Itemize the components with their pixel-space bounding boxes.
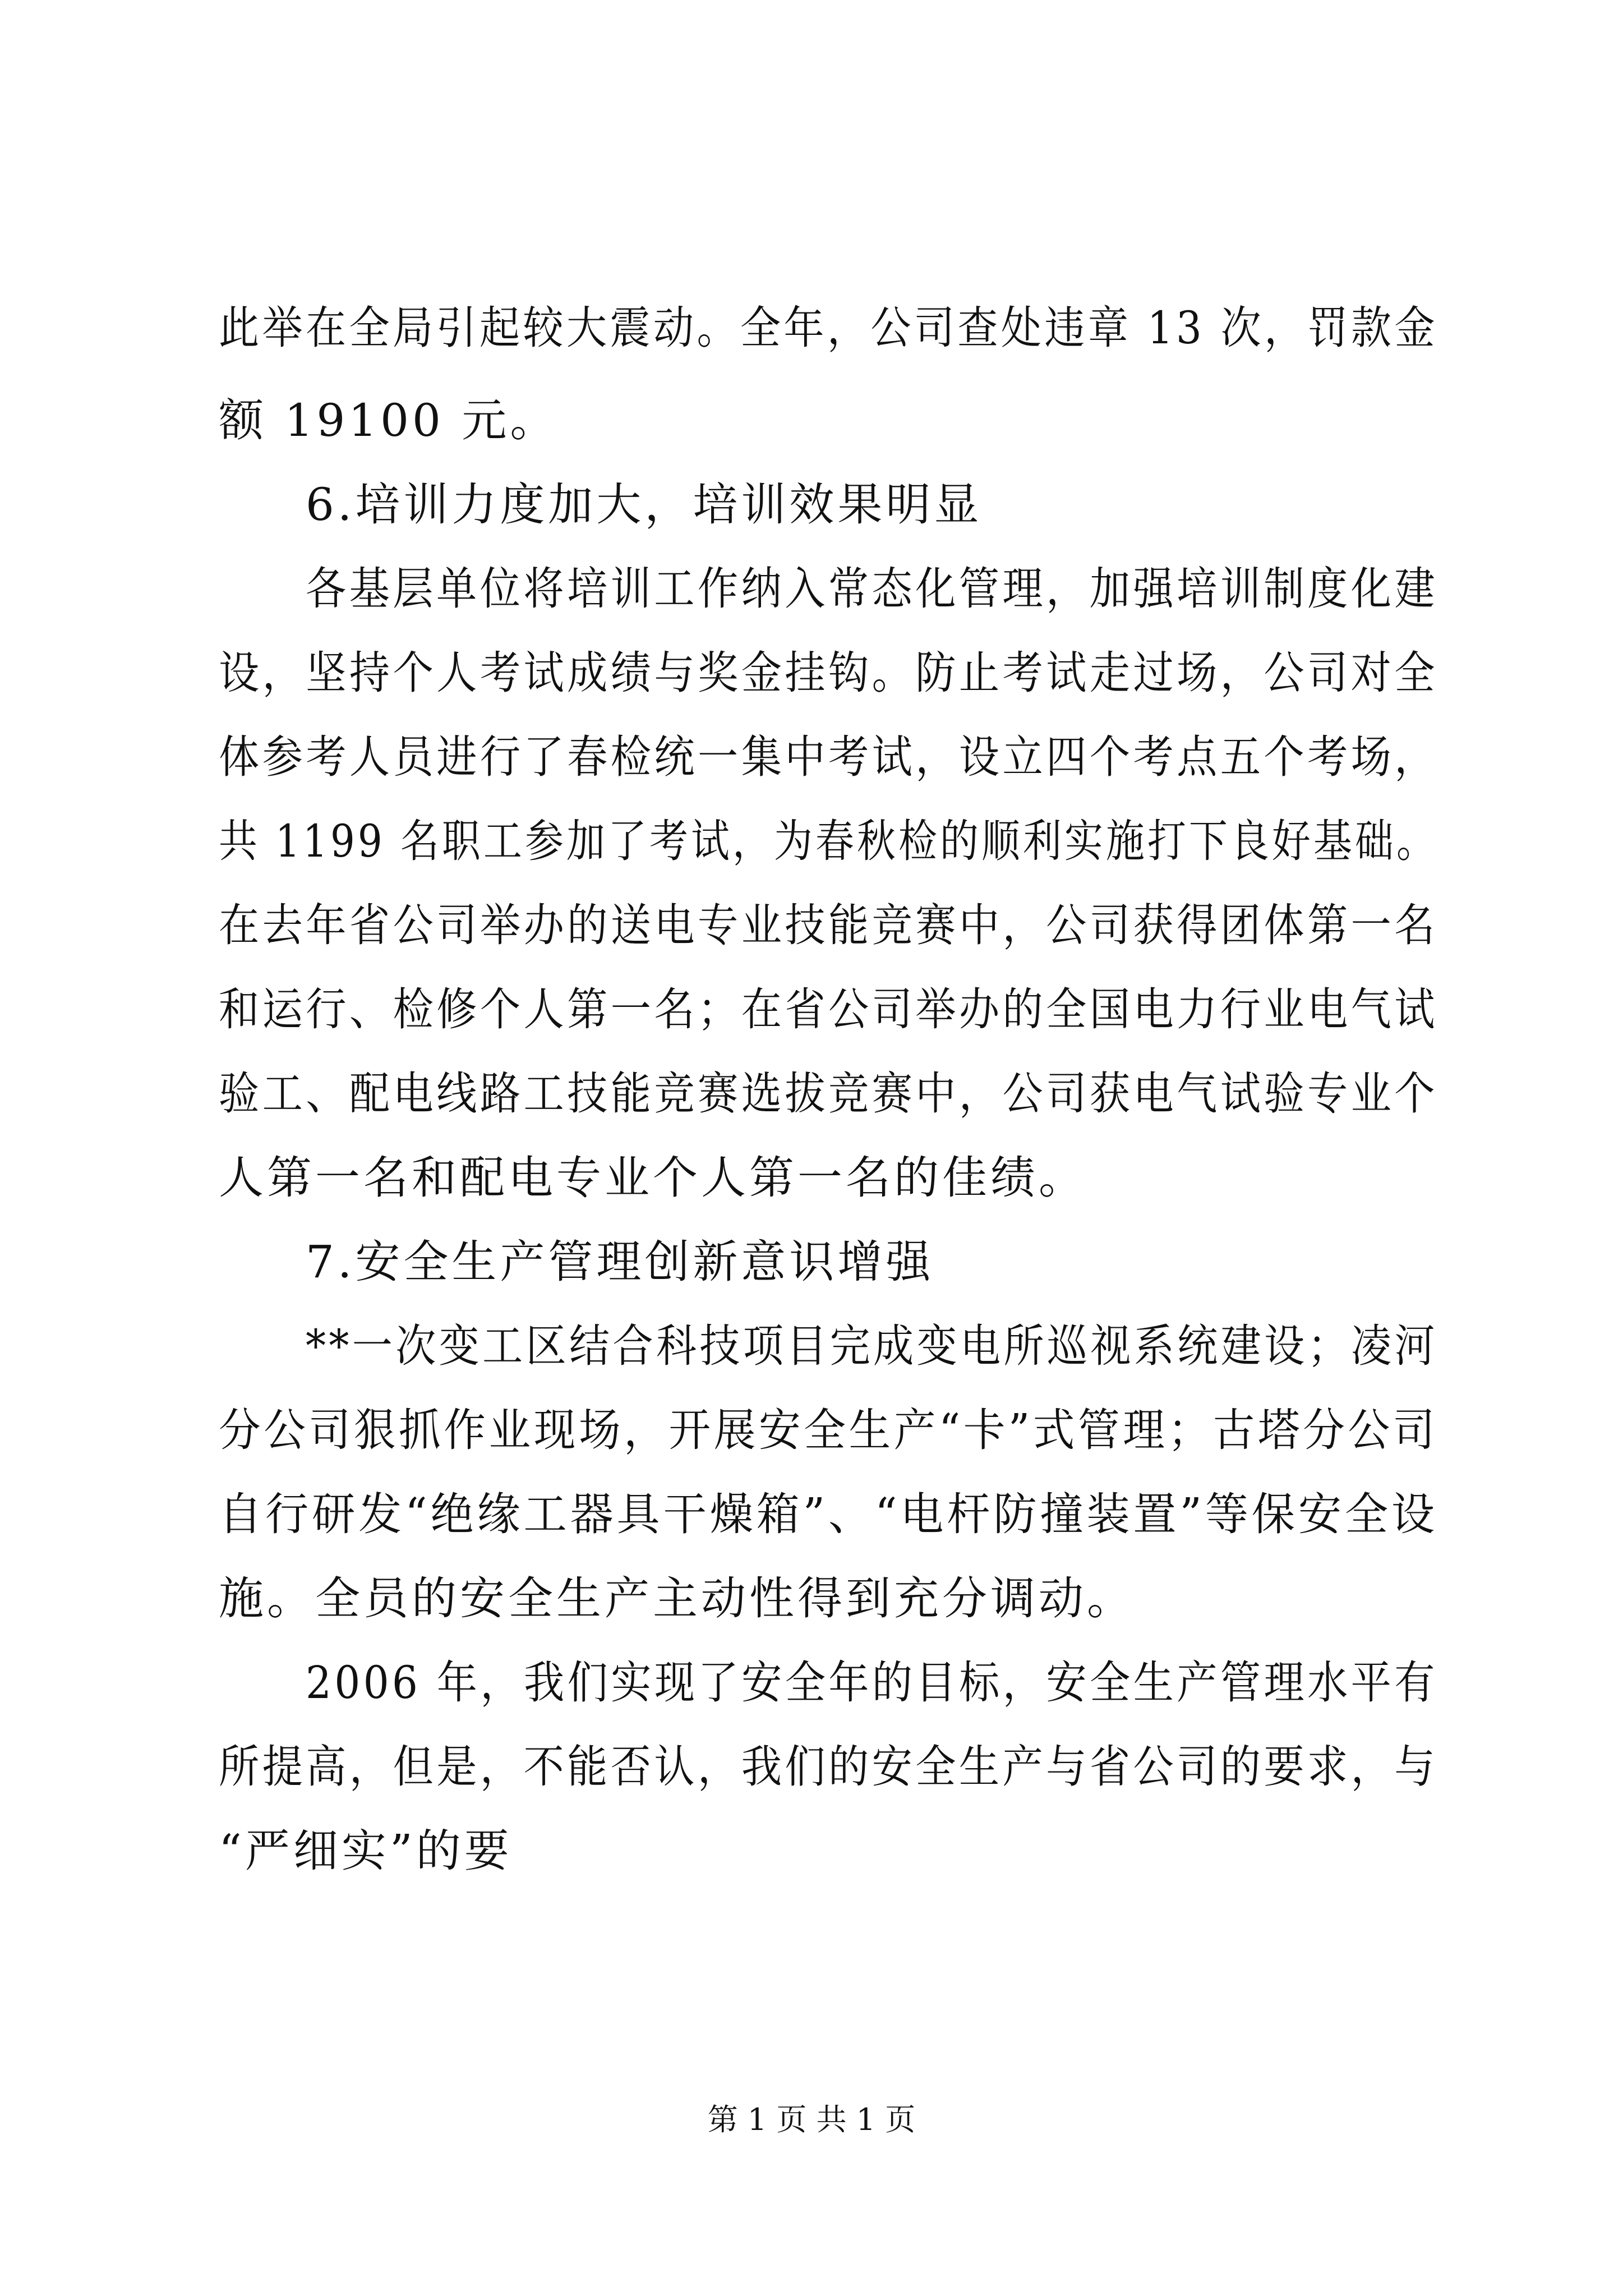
paragraph-start: **一次变工区结合科技项目完成变电所巡视系统建设；凌河 [306, 1320, 1438, 1372]
text-line: 自行研发“绝缘工器具干燥箱”、“电杆防撞装置”等保安全设 [219, 1488, 1438, 1540]
text-line: 在去年省公司举办的送电专业技能竞赛中，公司获得团体第一名 [219, 899, 1438, 951]
text-line: 共 1199 名职工参加了考试，为春秋检的顺利实施打下良好基础。 [219, 815, 1438, 867]
text-line: 分公司狠抓作业现场，开展安全生产“卡”式管理；古塔分公司 [219, 1404, 1438, 1456]
paragraph-start: 2006 年，我们实现了安全年的目标，安全生产管理水平有 [306, 1657, 1438, 1709]
section-heading: 6.培训力度加大，培训效果明显 [306, 478, 983, 531]
text-line: 人第一名和配电专业个人第一名的佳绩。 [219, 1152, 1087, 1204]
text-line: “严细实”的要 [219, 1825, 513, 1877]
text-line: 所提高，但是，不能否认，我们的安全生产与省公司的要求，与 [219, 1741, 1438, 1793]
text-line: 施。全员的安全生产主动性得到充分调动。 [219, 1572, 1135, 1625]
text-line: 验工、配电线路工技能竞赛选拔竞赛中，公司获电气试验专业个 [219, 1068, 1438, 1120]
section-heading: 7.安全生产管理创新意识增强 [306, 1236, 934, 1288]
text-line: 体参考人员进行了春检统一集中考试，设立四个考点五个考场， [219, 731, 1438, 783]
text-line: 和运行、检修个人第一名；在省公司举办的全国电力行业电气试 [219, 983, 1438, 1036]
page-number-footer: 第 1 页 共 1 页 [707, 2102, 916, 2137]
paragraph-start: 各基层单位将培训工作纳入常态化管理，加强培训制度化建 [306, 563, 1438, 615]
text-line: 额 19100 元。 [219, 394, 559, 447]
text-line: 设，坚持个人考试成绩与奖金挂钩。防止考试走过场，公司对全 [219, 647, 1438, 699]
text-line: 此举在全局引起较大震动。全年，公司查处违章 13 次，罚款金 [219, 302, 1438, 354]
